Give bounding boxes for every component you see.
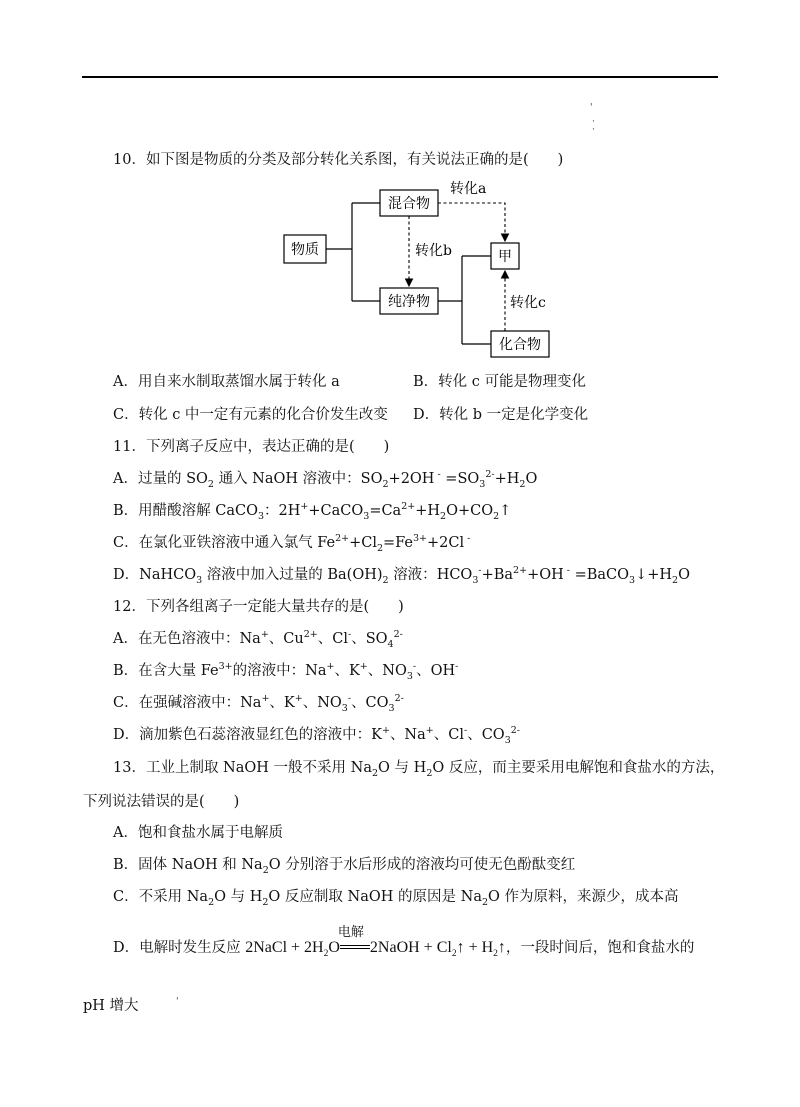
label-conv-a: 转化a [450,181,487,197]
q12-option-d: D．滴加紫色石蕊溶液显红色的溶液中：K+、Na+、Cl-、$CO_3^{2-}$ [113,725,520,746]
margin-mark: ' [176,997,179,1007]
q13-option-b: B．固体 NaOH 和 $Na_2O$ 分别溶于水后形成的溶液均可使无色酚酞变红 [113,857,576,876]
q12-stem: 12．下列各组离子一定能大量共存的是( ) [113,599,404,615]
label-conv-c: 转化c [510,295,546,311]
q11-option-a: A．过量的 $SO_2$ 通入 NaOH 溶液中：$SO_2+2OH$ $^- =SO_3^{2-}+H_2O$ [113,469,538,490]
q11-stem: 11．下列离子反应中，表达正确的是( ) [113,439,390,455]
q10-option-a: A．用自来水制取蒸馏水属于转化 a [113,374,340,390]
q11-option-b: B．用醋酸溶解 CaCO$_3$：$2H^++CaCO_3=Ca^{2+}+H_2O+CO_2↑$ [113,501,512,522]
q12-option-a: A．在无色溶液中：Na+、$Cu^{2+}$、Cl-、$SO_4^{2-}$ [113,629,403,650]
margin-mark: · [592,125,595,135]
margin-mark: ' [590,103,593,113]
q13-stem-line2: 下列说法错误的是( ) [83,794,240,810]
q12-option-c: C．在强碱溶液中：Na+、K+、$NO_3^-$、$CO_3^{2-}$ [113,693,404,714]
classification-diagram [270,178,570,363]
margin-mark: · [592,117,595,127]
label-jia: 甲 [498,249,512,265]
q13-stem-line1: 13．工业上制取 NaOH 一般不采用 $Na_2O$ 与 $H_2O$ 反应，而主要采用电解饱和食盐水的方法， [113,760,725,779]
q13-option-d-cont: pH 增大 [83,998,139,1014]
q12-option-b: B．在含大量 $Fe^{3+}$的溶液中：Na+、K+、$NO_3^-$、OH- [113,661,459,682]
q10-option-c: C．转化 c 中一定有元素的化合价发生改变 [113,407,388,423]
q10-stem: 10．如下图是物质的分类及部分转化关系图，有关说法正确的是( ) [113,152,564,168]
q11-option-c: C．在氯化亚铁溶液中通入氯气 $Fe^{2+}+Cl_2=Fe^{3+}+2Cl$ - [113,533,471,554]
header-rule [82,76,718,78]
electrolysis-condition: 电解 [337,925,364,940]
q13-option-c: C．不采用 $Na_2O$ 与 $H_2O$ 反应制取 NaOH 的原因是 $Na_2O$ 作为原料，来源少，成本高 [113,889,679,908]
label-mixture: 混合物 [388,196,430,212]
arrow-conv-a [438,203,505,241]
q13-option-a: A．饱和食盐水属于电解质 [113,825,283,841]
label-pure: 纯净物 [388,294,430,310]
q10-option-d: D．转化 b 一定是化学变化 [413,407,589,423]
label-conv-b: 转化b [415,243,452,259]
label-substance: 物质 [291,242,319,258]
q13-option-d: D．电解时发生反应 2NaCl + $2H_2O$ 电解 2NaOH + $Cl_2↑$ + $H_2↑$，一段时间后，饱和食盐水的 [113,925,695,960]
q10-option-b: B．转化 c 可能是物理变化 [413,374,586,390]
q11-option-d: D．NaHCO$_3$ 溶液中加入过量的 $Ba(OH)_2$ 溶液：$HCO_3^-+Ba^{2+}+OH$ $^- =BaCO_3↓+H_2O$ [113,565,690,586]
label-compound: 化合物 [499,337,541,353]
